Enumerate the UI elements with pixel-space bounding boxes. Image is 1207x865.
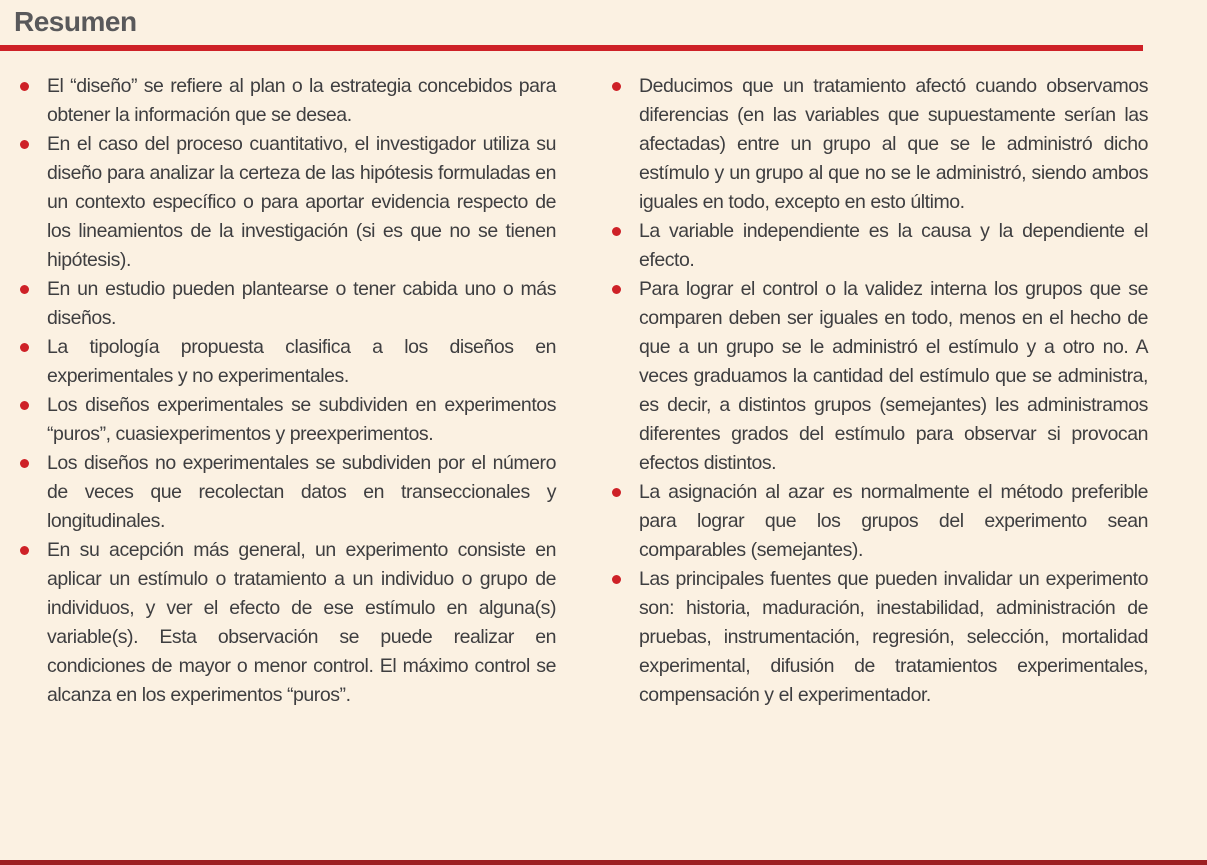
left-column: [14, 72, 556, 710]
bullet-icon: [612, 575, 621, 584]
bullet-icon: [20, 285, 29, 294]
list-item: [14, 449, 556, 536]
bullet-list-right: [606, 72, 1148, 710]
page-title: Resumen: [14, 6, 137, 37]
list-item-text: Los diseños no experimentales se subdividen por el número de veces que recolectan datos en transeccionales y longitudinales.: [47, 452, 556, 532]
list-item-text: En un estudio pueden plantearse o tener cabida uno o más diseños.: [47, 278, 556, 329]
list-item: [14, 275, 556, 333]
bullet-icon: [20, 401, 29, 410]
bullet-icon: [612, 488, 621, 497]
title-rule: [0, 45, 1143, 51]
list-item: [14, 391, 556, 449]
list-item-text: En el caso del proceso cuantitativo, el investigador utiliza su diseño para analizar la certeza de las hipótesis formuladas en un contexto específico o para aportar evidencia respecto de los lineamientos de la investigación (si es que no se tienen hipótesis).: [47, 133, 556, 271]
list-item: [606, 478, 1148, 565]
list-item: [606, 275, 1148, 478]
list-item: [14, 130, 556, 275]
bullet-icon: [20, 343, 29, 352]
list-item-text: La asignación al azar es normalmente el método preferible para lograr que los grupos del experimento sean comparables (semejantes).: [639, 481, 1148, 561]
list-item: [606, 72, 1148, 217]
bottom-rule: [0, 860, 1207, 865]
bullet-icon: [20, 140, 29, 149]
list-item-text: Deducimos que un tratamiento afectó cuando observamos diferencias (en las variables que supuestamente serían las afectadas) entre un grupo al que se le administró dicho estímulo y un grupo al que no se le administró, siendo ambos iguales en todo, excepto en esto último.: [639, 75, 1148, 213]
bullet-icon: [20, 546, 29, 555]
summary-columns: [14, 72, 1148, 710]
list-item-text: Los diseños experimentales se subdividen en experimentos “puros”, cuasiexperimentos y preexperimentos.: [47, 394, 556, 445]
bullet-icon: [612, 82, 621, 91]
bullet-icon: [20, 82, 29, 91]
list-item-text: Las principales fuentes que pueden invalidar un experimento son: historia, maduración, inestabilidad, administración de pruebas, instrumentación, regresión, selección, mortalidad experimental, difusión de tratamientos experimentales, compensación y el experimentador.: [639, 568, 1148, 706]
list-item-text: La variable independiente es la causa y la dependiente el efecto.: [639, 220, 1148, 271]
bullet-icon: [612, 285, 621, 294]
right-column: [606, 72, 1148, 710]
bullet-icon: [20, 459, 29, 468]
list-item-text: El “diseño” se refiere al plan o la estrategia concebidos para obtener la información que se desea.: [47, 75, 556, 126]
list-item-text: La tipología propuesta clasifica a los diseños en experimentales y no experimentales.: [47, 336, 556, 387]
list-item-text: Para lograr el control o la validez interna los grupos que se comparen deben ser iguales en todo, menos en el hecho de que a un grupo se le administró el estímulo y a otro no. A veces graduamos la cantidad del estímulo que se administra, es decir, a distintos grupos (semejantes) les administramos diferentes grados del estímulo para observar si provocan efectos distintos.: [639, 278, 1148, 474]
list-item-text: En su acepción más general, un experimento consiste en aplicar un estímulo o tratamiento a un individuo o grupo de individuos, y ver el efecto de ese estímulo en alguna(s) variable(s). Esta observación se puede realizar en condiciones de mayor o menor control. El máximo control se alcanza en los experimentos “puros”.: [47, 539, 556, 706]
list-item: [14, 333, 556, 391]
bullet-icon: [612, 227, 621, 236]
list-item: [606, 565, 1148, 710]
list-item: [606, 217, 1148, 275]
bullet-list-left: [14, 72, 556, 710]
list-item: [14, 72, 556, 130]
list-item: [14, 536, 556, 710]
